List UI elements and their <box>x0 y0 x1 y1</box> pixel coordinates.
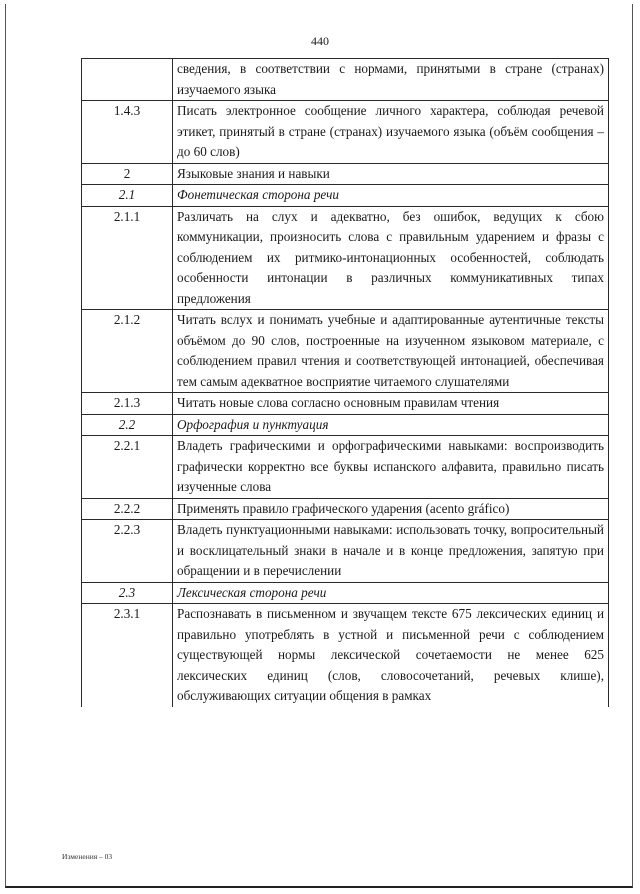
row-number-cell: 2.2 <box>82 414 173 436</box>
row-text-cell: Владеть графическими и орфографическими навыками: воспроизводить графически корректно все буквы испанского алфавита, правильно писать изученные слова <box>173 436 609 499</box>
footer-note: Изменения – 03 <box>62 852 113 861</box>
table-row <box>82 310 609 393</box>
row-number-cell: 2.1.2 <box>82 310 173 393</box>
row-text-cell: Владеть пунктуационными навыками: использовать точку, вопросительный и восклицательный знаки в начале и в конце предложения, запятую при обращении и в перечислении <box>173 520 609 583</box>
row-number-cell: 2.1.1 <box>82 206 173 310</box>
requirements-table <box>81 58 609 707</box>
section-row <box>82 582 609 604</box>
table-row <box>82 604 609 707</box>
row-text-cell: Фонетическая сторона речи <box>173 185 609 207</box>
row-text-cell: Лексическая сторона речи <box>173 582 609 604</box>
table-row <box>82 436 609 499</box>
row-number-cell: 2.1.3 <box>82 393 173 415</box>
row-number-cell: 2 <box>82 163 173 185</box>
row-number-cell: 2.2.1 <box>82 436 173 499</box>
row-number-cell: 2.2.2 <box>82 498 173 520</box>
row-text-cell: Языковые знания и навыки <box>173 163 609 185</box>
table-row <box>82 101 609 164</box>
table-row <box>82 520 609 583</box>
row-number-cell <box>82 59 173 101</box>
row-text-cell: Читать новые слова согласно основным правилам чтения <box>173 393 609 415</box>
row-text-cell: Различать на слух и адекватно, без ошибок, ведущих к сбою коммуникации, произносить слова с правильным ударением и фразы с соблюдением их ритмико-интонационных особенностей, соблюдать особенности интонации в различных коммуникативных типах предложения <box>173 206 609 310</box>
row-text-cell: Орфография и пунктуация <box>173 414 609 436</box>
row-text-cell: сведения, в соответствии с нормами, принятыми в стране (странах) изучаемого языка <box>173 59 609 101</box>
row-number-cell: 2.3.1 <box>82 604 173 707</box>
table-row <box>82 498 609 520</box>
section-row <box>82 185 609 207</box>
table-row <box>82 59 609 101</box>
row-number-cell: 2.1 <box>82 185 173 207</box>
row-text-cell: Писать электронное сообщение личного характера, соблюдая речевой этикет, принятый в стране (странах) изучаемого языка (объём сообщения – до 60 слов) <box>173 101 609 164</box>
row-text-cell: Читать вслух и понимать учебные и адаптированные аутентичные тексты объёмом до 90 слов, построенные на изученном языковом материале, с соблюдением правил чтения и соответствующей интонацией, обеспечивая тем самым адекватное восприятие читаемого слушателями <box>173 310 609 393</box>
row-number-cell: 2.2.3 <box>82 520 173 583</box>
table-row <box>82 163 609 185</box>
row-number-cell: 1.4.3 <box>82 101 173 164</box>
table-row <box>82 393 609 415</box>
section-row <box>82 414 609 436</box>
row-text-cell: Применять правило графического ударения (acento gráfico) <box>173 498 609 520</box>
table-body <box>82 59 609 707</box>
table-row <box>82 206 609 310</box>
row-text-cell: Распознавать в письменном и звучащем тексте 675 лексических единиц и правильно употреблять в устной и письменной речи с соблюдением существующей нормы лексической сочетаемости не менее 625 лексических единиц (слов, словосочетаний, речевых клише), обслуживающих ситуации общения в рамках <box>173 604 609 707</box>
page-number: 440 <box>311 34 329 48</box>
row-number-cell: 2.3 <box>82 582 173 604</box>
